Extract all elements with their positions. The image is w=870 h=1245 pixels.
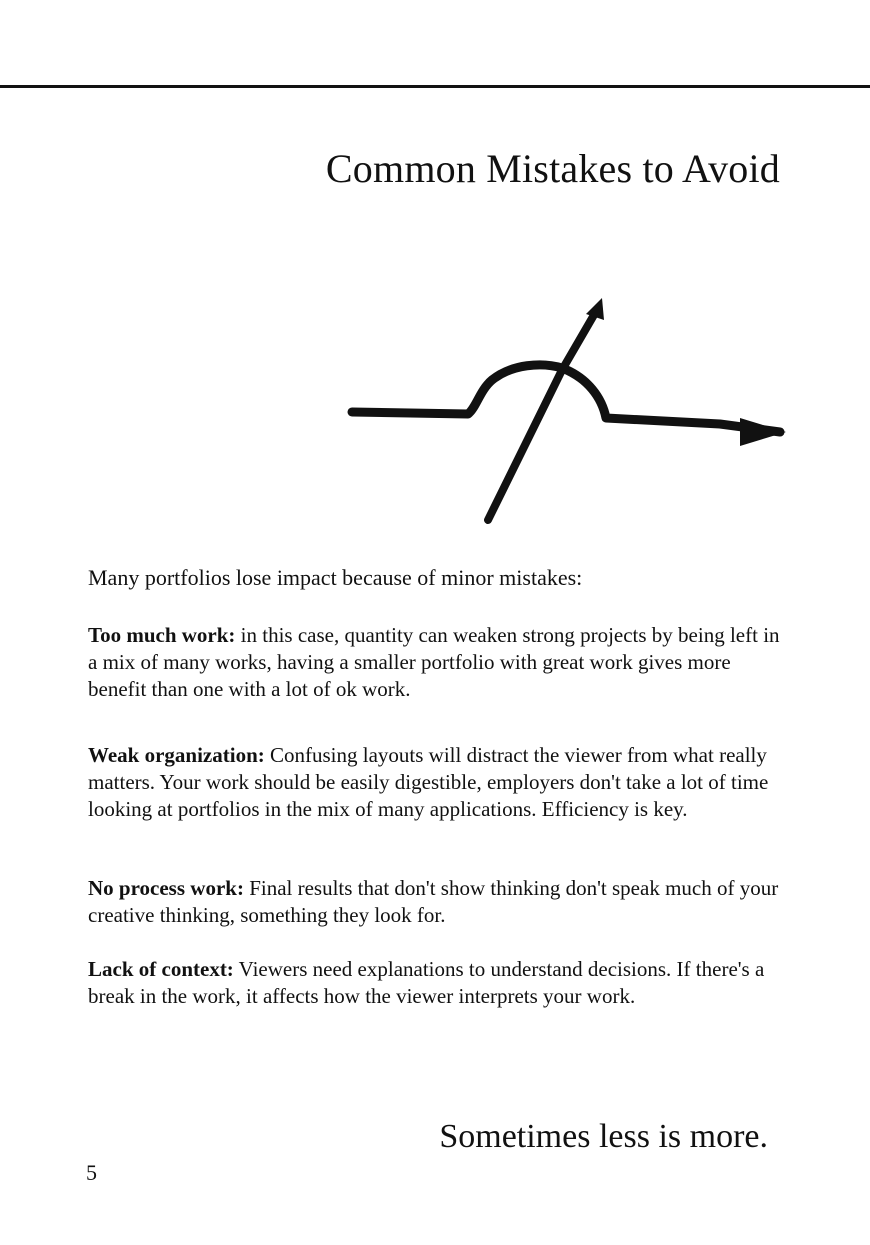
mistake-heading: No process work:	[88, 876, 244, 900]
mistake-heading: Weak organization:	[88, 743, 265, 767]
mistake-no-process-work	[88, 875, 788, 929]
closing-statement: Sometimes less is more.	[439, 1118, 768, 1155]
mistake-body: Confusing layouts will distract the viewer from what really matters. Your work should be easily digestible, employers don't take a lot of time looking at portfolios in the mix of many applications. Efficiency is key.	[88, 743, 769, 821]
page-number: 5	[86, 1160, 97, 1185]
mistake-lack-of-context	[88, 956, 788, 1010]
mistake-heading: Too much work:	[88, 623, 236, 647]
mistake-body: in this case, quantity can weaken strong projects by being left in a mix of many works, having a smaller portfolio with great work gives more benefit than one with a lot of ok work.	[88, 623, 780, 701]
diagonal-arrow-line	[488, 308, 598, 520]
top-divider-rule	[0, 85, 870, 88]
mistake-heading: Lack of context:	[88, 957, 234, 981]
mistake-body: Viewers need explanations to understand decisions. If there's a break in the work, it affects how the viewer interprets your work.	[88, 957, 765, 1008]
intro-text: Many portfolios lose impact because of minor mistakes:	[88, 565, 583, 590]
horizontal-path-line	[352, 365, 780, 432]
mistake-body: Final results that don't show thinking don't speak much of your creative thinking, something they look for.	[88, 876, 779, 927]
crossing-arrows-illustration	[340, 290, 800, 540]
right-arrowhead-icon	[740, 418, 786, 446]
mistake-too-much-work	[88, 622, 788, 703]
mistake-weak-organization	[88, 742, 788, 823]
page-title: Common Mistakes to Avoid	[325, 146, 780, 191]
